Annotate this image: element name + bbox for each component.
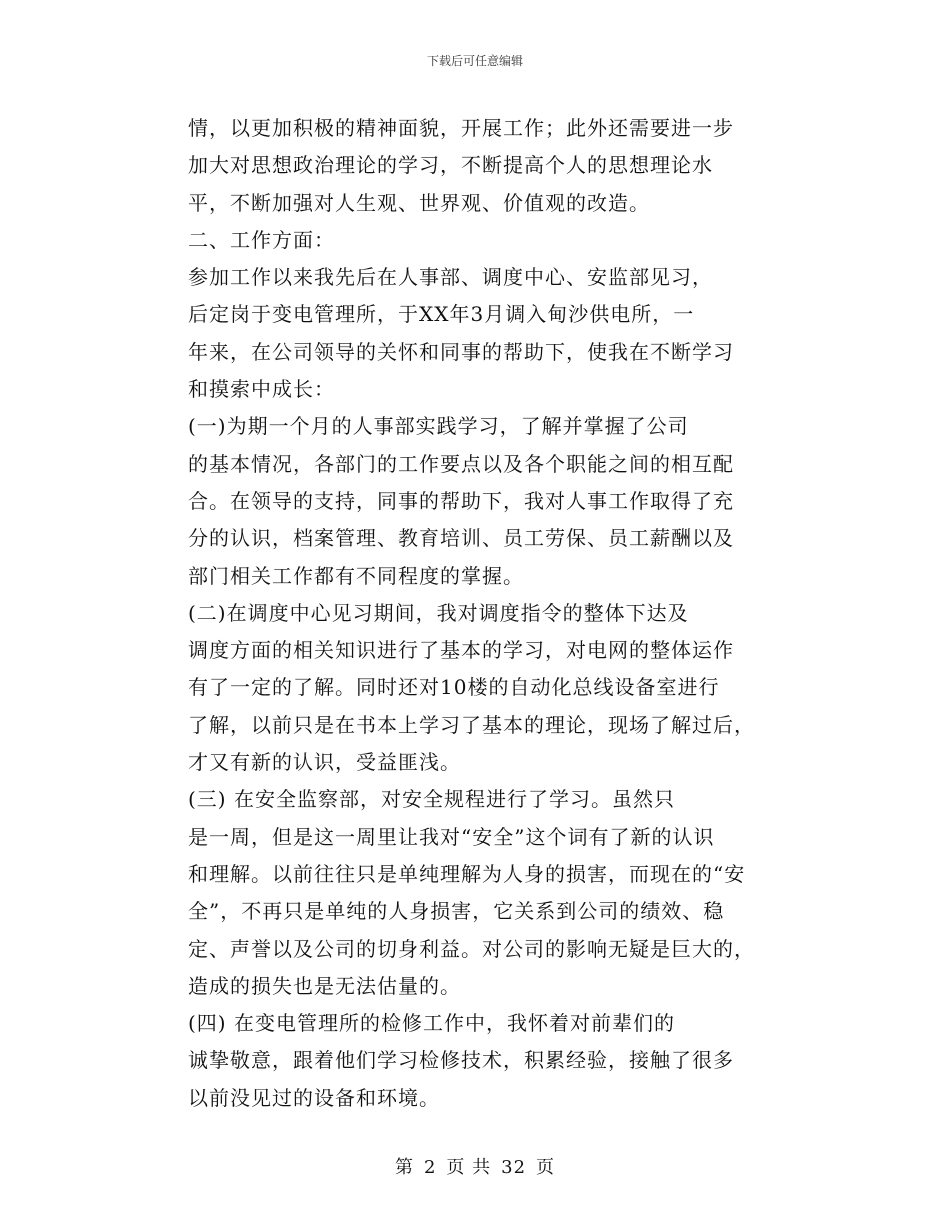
item-one-line-1: (一)为期一个月的人事部实践学习，了解并掌握了公司	[188, 414, 689, 439]
item-one-line-4: 分的认识，档案管理、教育培训、员工劳保、员工薪酬以及	[188, 526, 734, 551]
item-three-line-5: 定、声誉以及公司的切身利益。对公司的影响无疑是巨大的，	[188, 936, 755, 961]
body-line-3: 平，不断加强对人生观、世界观、价值观的改造。	[188, 190, 650, 215]
footer-total-pages: 32	[501, 1157, 527, 1178]
footer-middle: 页 共	[446, 1157, 492, 1178]
item-two-line-2: 调度方面的相关知识进行了基本的学习，对电网的整体运作	[188, 638, 734, 663]
body-line-2: 加大对思想政治理论的学习，不断提高个人的思想理论水	[188, 153, 713, 178]
item-three-line-6: 造成的损失也是无法估量的。	[188, 973, 461, 998]
body-line-8: 和摸索中成长：	[188, 377, 335, 402]
item-four-line-2: 诚挚敬意，跟着他们学习检修技术，积累经验，接触了很多	[188, 1048, 734, 1073]
item-three-line-1: (三) 在安全监察部，对安全规程进行了学习。虽然只	[188, 787, 675, 812]
body-line-5: 参加工作以来我先后在人事部、调度中心、安监部见习，	[188, 265, 713, 290]
page-footer	[0, 1153, 950, 1179]
item-two-line-4: 了解，以前只是在书本上学习了基本的理论，现场了解过后，	[188, 712, 755, 737]
document-body	[188, 110, 788, 1117]
item-one-line-2: 的基本情况，各部门的工作要点以及各个职能之间的相互配	[188, 451, 734, 476]
header-note: 下载后可任意编辑	[426, 54, 523, 68]
item-three-line-2: 是一周，但是这一周里让我对“安全”这个词有了新的认识	[188, 824, 715, 849]
body-line-1: 情，以更加积极的精神面貌，开展工作；此外还需要进一步	[188, 116, 734, 140]
body-line-7: 年来，在公司领导的关怀和同事的帮助下，使我在不断学习	[188, 339, 734, 364]
item-four-line-3: 以前没见过的设备和环境。	[188, 1085, 440, 1110]
footer-page-number: 2	[423, 1157, 437, 1178]
footer-prefix: 第	[394, 1157, 414, 1178]
footer-suffix: 页	[536, 1157, 556, 1178]
item-two-line-5: 才又有新的认识，受益匪浅。	[188, 750, 461, 775]
item-four-line-1: (四) 在变电管理所的检修工作中，我怀着对前辈们的	[188, 1011, 675, 1036]
item-three-line-3: 和理解。以前往往只是单纯理解为人身的损害，而现在的“安	[188, 861, 746, 886]
item-two-line-1: (二)在调度中心见习期间，我对调度指令的整体下达及	[188, 600, 689, 625]
body-line-6: 后定岗于变电管理所，于XX年3月调入甸沙供电所，一	[188, 302, 695, 327]
item-two-line-3: 有了一定的了解。同时还对10楼的自动化总线设备室进行	[188, 675, 720, 700]
section-heading-work: 二、工作方面：	[188, 227, 335, 252]
item-one-line-3: 合。在领导的支持，同事的帮助下，我对人事工作取得了充	[188, 488, 734, 513]
item-three-line-4: 全”，不再只是单纯的人身损害，它关系到公司的绩效、稳	[188, 899, 725, 924]
item-one-line-5: 部门相关工作都有不同程度的掌握。	[188, 563, 524, 588]
